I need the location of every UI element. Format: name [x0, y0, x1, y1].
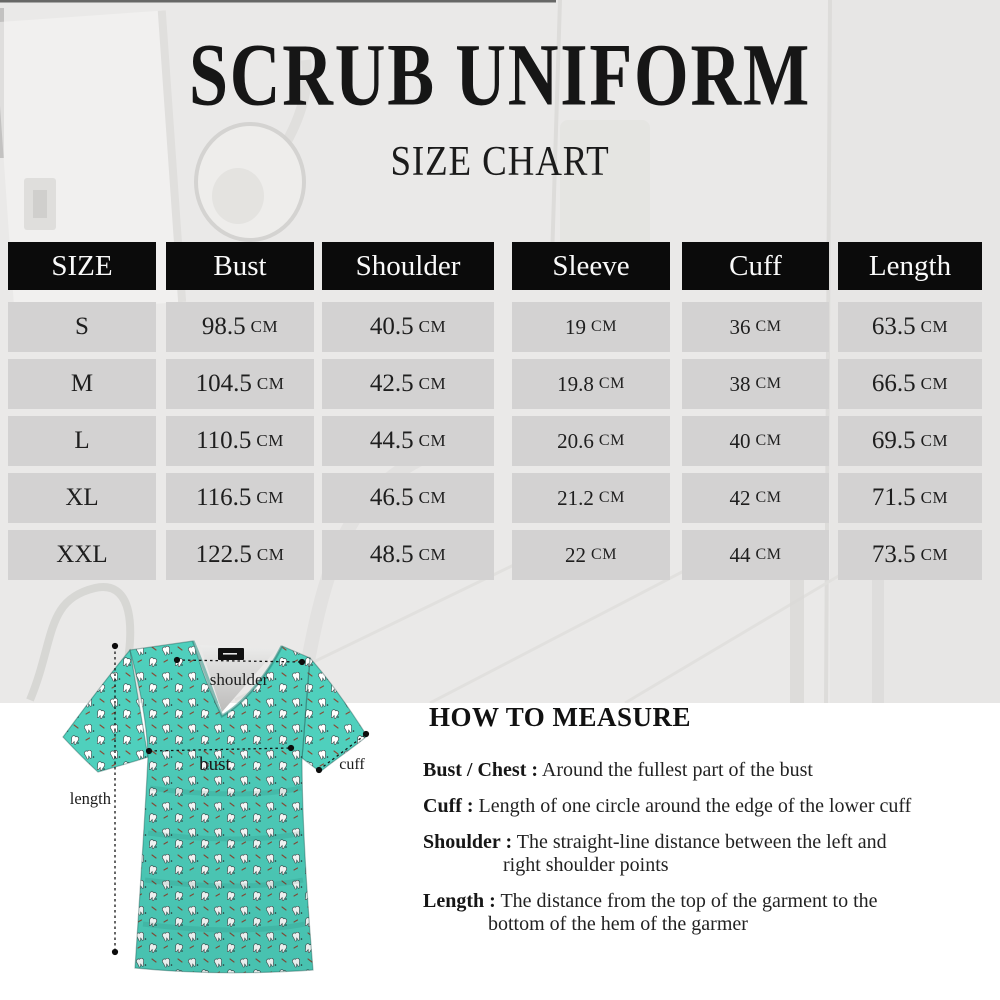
- unit-label: CM: [418, 374, 447, 393]
- col-header-cuff: [682, 242, 829, 290]
- measure-item-bust: [423, 759, 968, 782]
- measure-text: Around the fullest part of the bust: [541, 759, 813, 781]
- measure-item-shoulder: [423, 831, 968, 877]
- bust-cell: [166, 359, 314, 409]
- unit-label: CM: [920, 374, 949, 393]
- length-value: 69.5: [871, 427, 916, 454]
- unit-label: CM: [591, 318, 617, 335]
- length-cell: [838, 416, 982, 466]
- unit-label: CM: [256, 545, 285, 564]
- cuff-value: 42: [729, 485, 751, 510]
- measure-text-continued: bottom of the hem of the garmer: [488, 913, 748, 935]
- bust-value: 110.5: [196, 427, 252, 454]
- unit-label: CM: [755, 432, 782, 449]
- col-header-sleeve: [512, 242, 670, 290]
- size-cell: [8, 302, 156, 352]
- cuff-value: 38: [729, 371, 751, 396]
- cuff-value: 44: [729, 542, 751, 567]
- cuff-cell: [682, 530, 829, 580]
- shoulder-cell: [322, 302, 494, 352]
- sleeve-cell: [512, 302, 670, 352]
- bust-value: 104.5: [195, 370, 252, 397]
- shoulder-label: shoulder: [209, 670, 269, 689]
- sleeve-value: 19: [565, 314, 587, 339]
- sleeve-cell: [512, 473, 670, 523]
- unit-label: CM: [256, 374, 285, 393]
- unit-label: CM: [256, 431, 284, 450]
- size-table-header: [8, 242, 992, 290]
- size-table: [8, 242, 992, 587]
- unit-label: CM: [250, 317, 279, 336]
- measure-term: Cuff :: [423, 795, 474, 817]
- cuff-cell: [682, 416, 829, 466]
- measure-item-cuff: [423, 795, 968, 818]
- table-row: [8, 302, 992, 352]
- col-header-bust: [166, 242, 314, 290]
- shoulder-cell: [322, 530, 494, 580]
- col-header-label: Bust: [213, 249, 267, 282]
- shoulder-cell: [322, 473, 494, 523]
- garment-diagram: [55, 618, 395, 986]
- bust-value: 98.5: [201, 313, 246, 340]
- measure-text-continued: right shoulder points: [503, 854, 669, 876]
- size-value: S: [75, 313, 89, 340]
- unit-label: CM: [755, 375, 782, 392]
- shoulder-value: 48.5: [369, 541, 414, 568]
- length-cell: [838, 359, 982, 409]
- size-cell: [8, 530, 156, 580]
- bust-cell: [166, 302, 314, 352]
- collar-tag: [218, 648, 244, 660]
- unit-label: CM: [920, 317, 949, 336]
- length-cell: [838, 530, 982, 580]
- table-row: [8, 530, 992, 580]
- bust-label: bust: [199, 754, 231, 775]
- length-label: length: [69, 789, 111, 808]
- scrub-top-illustration: [55, 618, 395, 986]
- measure-term: Length :: [423, 890, 496, 912]
- shoulder-cell: [322, 416, 494, 466]
- table-row: [8, 416, 992, 466]
- sleeve-value: 22: [565, 542, 587, 567]
- page-title: SCRUB UNIFORM: [188, 24, 812, 125]
- unit-label: CM: [418, 431, 447, 450]
- bust-cell: [166, 530, 314, 580]
- cuff-cell: [682, 473, 829, 523]
- unit-label: CM: [755, 546, 782, 563]
- unit-label: CM: [418, 488, 447, 507]
- cuff-cell: [682, 359, 829, 409]
- unit-label: CM: [591, 546, 617, 563]
- unit-label: CM: [598, 432, 625, 449]
- col-header-label: Length: [868, 249, 952, 282]
- col-header-shoulder: [322, 242, 494, 290]
- how-to-measure-heading: HOW TO MEASURE: [429, 702, 692, 732]
- size-table-body: [8, 302, 992, 580]
- size-value: XXL: [56, 541, 108, 568]
- size-value: M: [70, 370, 94, 397]
- measure-text: Length of one circle around the edge of the lower cuff: [478, 795, 912, 817]
- size-cell: [8, 416, 156, 466]
- shoulder-value: 40.5: [369, 313, 414, 340]
- length-cell: [838, 473, 982, 523]
- cuff-label: cuff: [339, 756, 365, 773]
- unit-label: CM: [418, 317, 447, 336]
- size-cell: [8, 359, 156, 409]
- sleeve-cell: [512, 530, 670, 580]
- unit-label: CM: [256, 488, 284, 507]
- unit-label: CM: [598, 489, 625, 506]
- measure-item-length: [423, 890, 968, 936]
- measure-text: The straight-line distance between the left and: [516, 831, 887, 853]
- bust-value: 122.5: [195, 541, 252, 568]
- measure-term: Shoulder :: [423, 831, 513, 853]
- shoulder-cell: [322, 359, 494, 409]
- bust-value: 116.5: [196, 484, 252, 511]
- cuff-value: 40: [729, 428, 751, 453]
- measure-term: Bust / Chest :: [423, 759, 539, 781]
- cuff-cell: [682, 302, 829, 352]
- page-subtitle: SIZE CHART: [390, 139, 610, 185]
- unit-label: CM: [920, 545, 949, 564]
- shoulder-value: 44.5: [369, 427, 414, 454]
- col-header-label: Shoulder: [355, 249, 461, 282]
- table-row: [8, 359, 992, 409]
- length-value: 66.5: [871, 370, 916, 397]
- sleeve-cell: [512, 416, 670, 466]
- unit-label: CM: [755, 489, 782, 506]
- sleeve-value: 19.8: [557, 371, 594, 396]
- col-header-length: [838, 242, 982, 290]
- size-cell: [8, 473, 156, 523]
- size-value: XL: [65, 484, 99, 511]
- size-value: L: [74, 427, 90, 454]
- unit-label: CM: [920, 431, 949, 450]
- cuff-value: 36: [729, 314, 751, 339]
- how-to-measure-section: [423, 702, 968, 949]
- sleeve-value: 21.2: [557, 485, 594, 510]
- col-header-size: [8, 242, 156, 290]
- bust-cell: [166, 473, 314, 523]
- length-value: 63.5: [871, 313, 916, 340]
- unit-label: CM: [598, 375, 625, 392]
- sleeve-value: 20.6: [557, 428, 594, 453]
- unit-label: CM: [920, 488, 949, 507]
- length-value: 71.5: [871, 484, 916, 511]
- bust-cell: [166, 416, 314, 466]
- length-value: 73.5: [871, 541, 916, 568]
- col-header-label: SIZE: [51, 249, 113, 282]
- col-header-label: Cuff: [729, 249, 782, 282]
- length-cell: [838, 302, 982, 352]
- sleeve-cell: [512, 359, 670, 409]
- shoulder-value: 42.5: [369, 370, 414, 397]
- unit-label: CM: [755, 318, 782, 335]
- shoulder-value: 46.5: [369, 484, 414, 511]
- unit-label: CM: [418, 545, 447, 564]
- measure-text: The distance from the top of the garment to the: [500, 890, 878, 912]
- table-row: [8, 473, 992, 523]
- col-header-label: Sleeve: [552, 249, 630, 282]
